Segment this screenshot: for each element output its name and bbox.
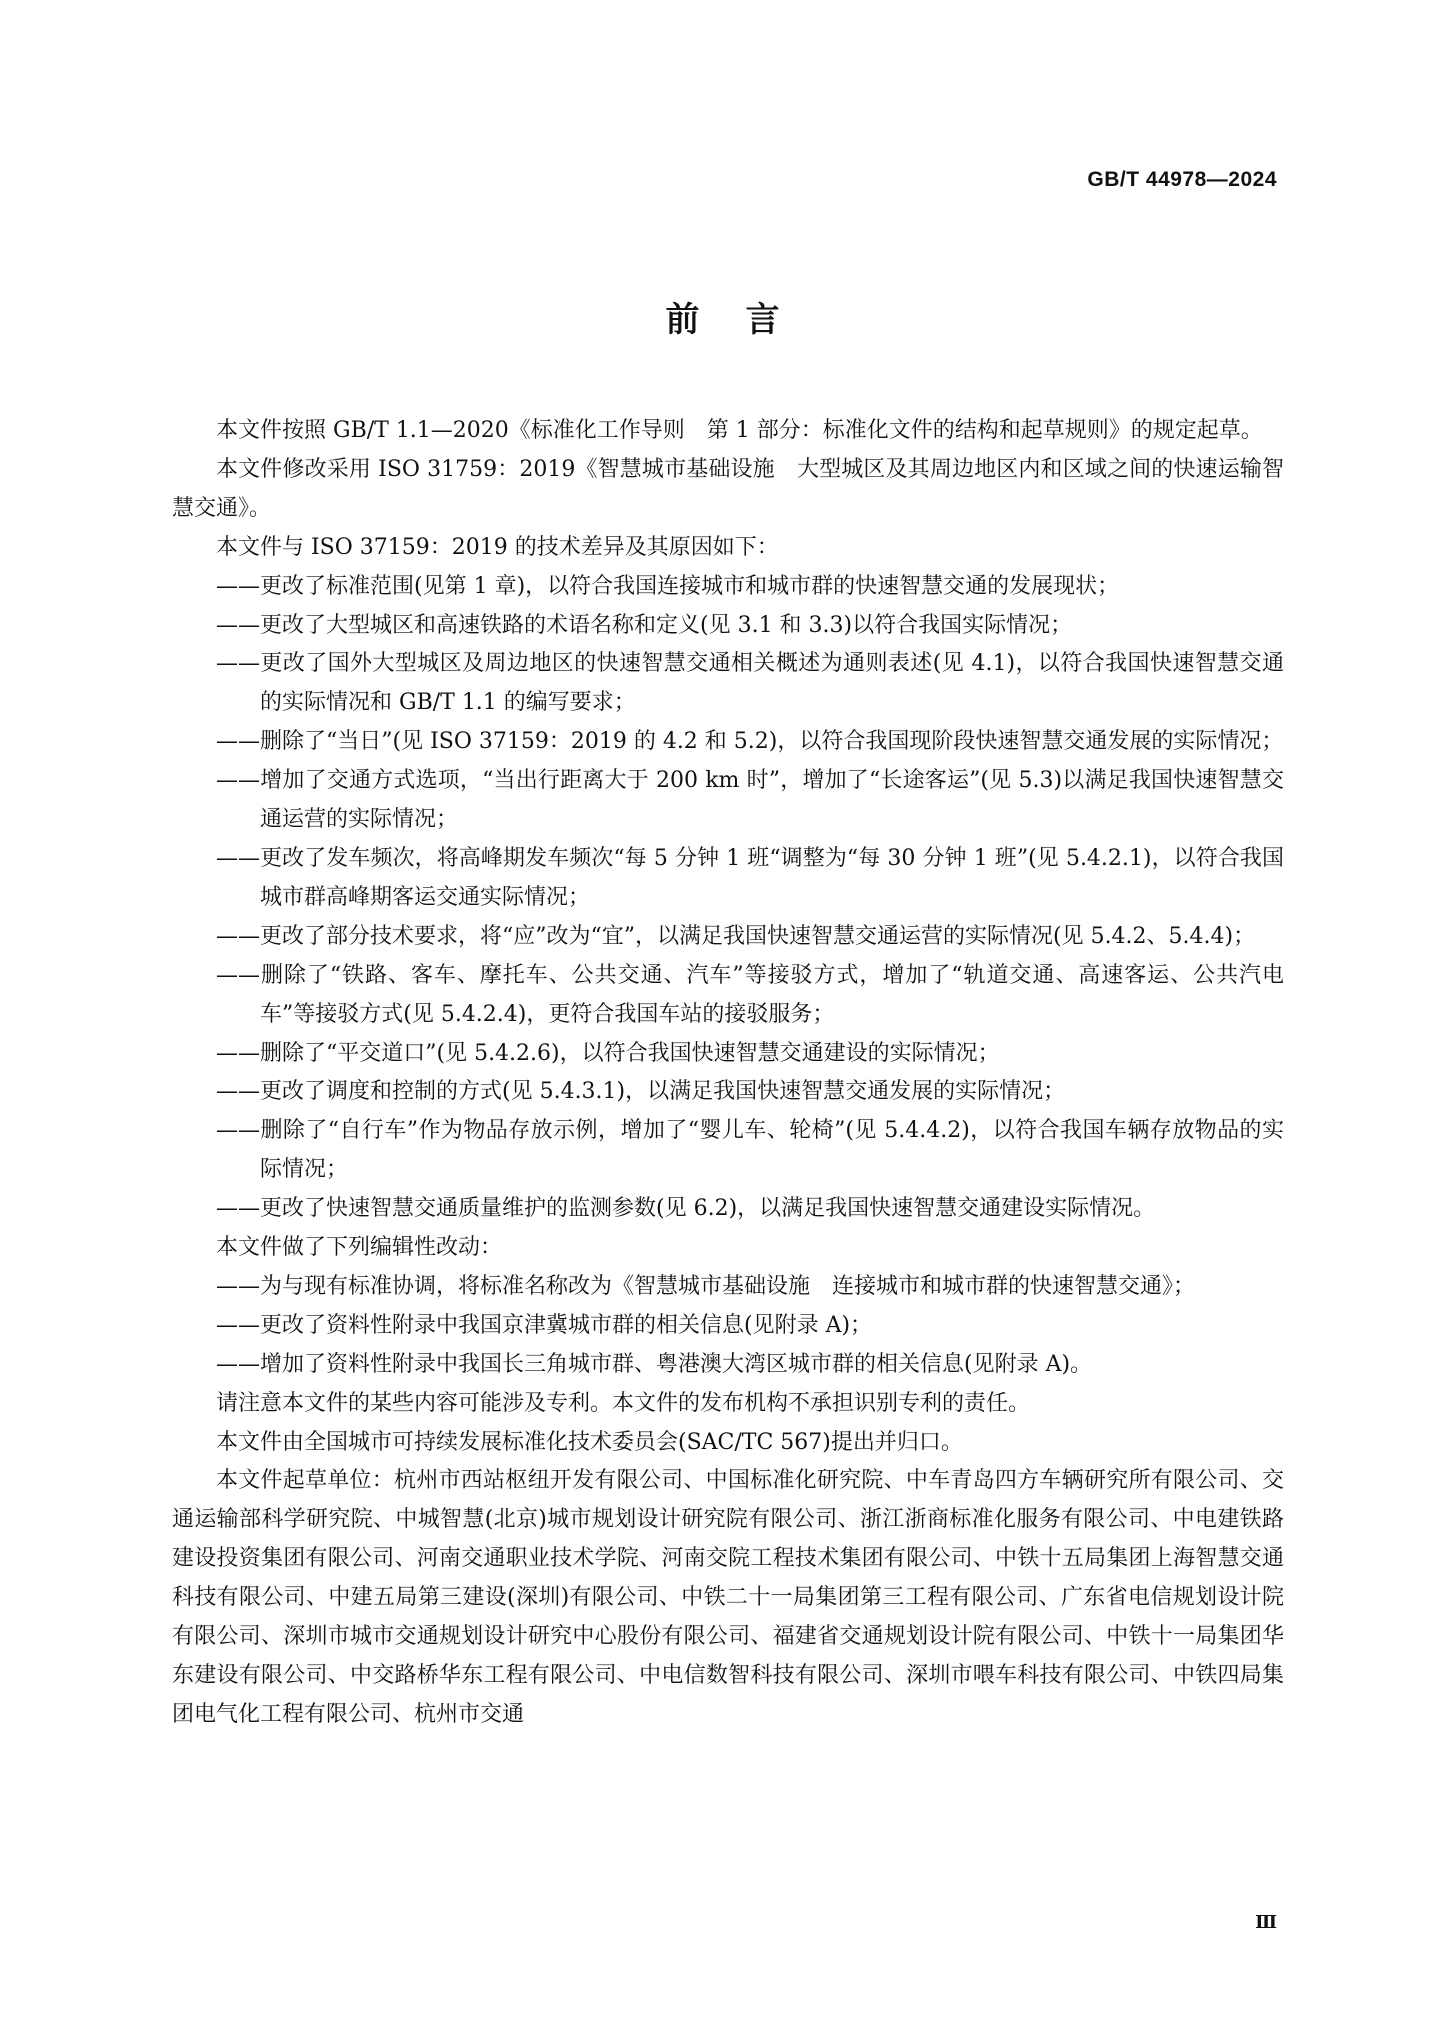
list-item: ——更改了快速智慧交通质量维护的监测参数(见 6.2)，以满足我国快速智慧交通建设实际情况。	[216, 1196, 1156, 1222]
page-title: 前言	[665, 300, 826, 340]
list-item: ——更改了标准范围(见第 1 章)，以符合我国连接城市和城市群的快速智慧交通的发展现状；	[216, 573, 1120, 599]
body-paragraph: 本文件按照 GB/T 1.1—2020《标准化工作导则 第 1 部分：标准化文件的结构和起草规则》的规定起草。	[216, 418, 1263, 443]
list-item: ——更改了大型城区和高速铁路的术语名称和定义(见 3.1 和 3.3)以符合我国实际情况；	[216, 612, 1073, 638]
list-item: ——删除了“平交道口”(见 5.4.2.6)，以符合我国快速智慧交通建设的实际情况；	[216, 1040, 1000, 1066]
list-item: ——为与现有标准协调，将标准名称改为《智慧城市基础设施 连接城市和城市群的快速智慧交通》；	[216, 1273, 1196, 1299]
body-paragraph: 本文件与 ISO 37159：2019 的技术差异及其原因如下：	[216, 534, 779, 560]
body-paragraph: 本文件由全国城市可持续发展标准化技术委员会(SAC/TC 567)提出并归口。	[216, 1429, 963, 1455]
list-item: ——更改了发车频次，将高峰期发车频次“每 5 分钟 1 班“调整为“每 30 分钟 1 班”(见 5.4.2.1)，以符合我国城市群高峰期客运交通实际情况；	[216, 845, 1284, 910]
list-item: ——删除了“当日”(见 ISO 37159：2019 的 4.2 和 5.2)，以符合我国现阶段快速智慧交通发展的实际情况；	[216, 729, 1284, 755]
list-item: ——更改了国外大型城区及周边地区的快速智慧交通相关概述为通则表述(见 4.1)，以符合我国快速智慧交通的实际情况和 GB/T 1.1 的编写要求；	[216, 651, 1284, 716]
document-body	[172, 412, 1284, 1735]
list-item: ——更改了调度和控制的方式(见 5.4.3.1)，以满足我国快速智慧交通发展的实际情况；	[216, 1079, 1066, 1105]
body-paragraph: 请注意本文件的某些内容可能涉及专利。本文件的发布机构不承担识别专利的责任。	[216, 1390, 1031, 1416]
body-paragraph: 本文件做了下列编辑性改动：	[216, 1235, 503, 1261]
body-paragraph: 本文件修改采用 ISO 31759：2019《智慧城市基础设施 大型城区及其周边地区内和区域之间的快速运输智慧交通》。	[172, 456, 1284, 521]
list-item: ——更改了资料性附录中我国京津冀城市群的相关信息(见附录 A)；	[216, 1312, 873, 1338]
body-paragraph: 本文件起草单位：杭州市西站枢纽开发有限公司、中国标准化研究院、中车青岛四方车辆研究所有限公司、交通运输部科学研究院、中城智慧(北京)城市规划设计研究院有限公司、浙江浙商标准化服务有限公司、中电建铁路建设投资集团有限公司、河南交通职业技术学院、河南交院工程技术集团有限公司、中铁十五局集团上海智慧交通科技有限公司、中建五局第三建设(深圳)有限公司、中铁二十一局集团第三工程有限公司、广东省电信规划设计院有限公司、深圳市城市交通规划设计研究中心股份有限公司、福建省交通规划设计院有限公司、中铁十一局集团华东建设有限公司、中交路桥华东工程有限公司、中电信数智科技有限公司、深圳市喂车科技有限公司、中铁四局集团电气化工程有限公司、杭州市交通	[172, 1468, 1284, 1727]
list-item: ——删除了“自行车”作为物品存放示例，增加了“婴儿车、轮椅”(见 5.4.4.2)，以符合我国车辆存放物品的实际情况；	[216, 1118, 1284, 1183]
list-item: ——更改了部分技术要求，将“应”改为“宜”，以满足我国快速智慧交通运营的实际情况(见 5.4.2、5.4.4)；	[216, 923, 1256, 949]
page-number: Ⅲ	[1255, 1912, 1277, 1933]
standard-number: GB/T 44978—2024	[1087, 168, 1277, 191]
list-item: ——增加了交通方式选项，“当出行距离大于 200 km 时”，增加了“长途客运”(见 5.3)以满足我国快速智慧交通运营的实际情况；	[216, 768, 1284, 833]
list-item: ——增加了资料性附录中我国长三角城市群、粤港澳大湾区城市群的相关信息(见附录 A)。	[216, 1351, 1093, 1377]
list-item: ——删除了“铁路、客车、摩托车、公共交通、汽车”等接驳方式，增加了“轨道交通、高速客运、公共汽电车”等接驳方式(见 5.4.2.4)，更符合我国车站的接驳服务；	[216, 962, 1284, 1027]
